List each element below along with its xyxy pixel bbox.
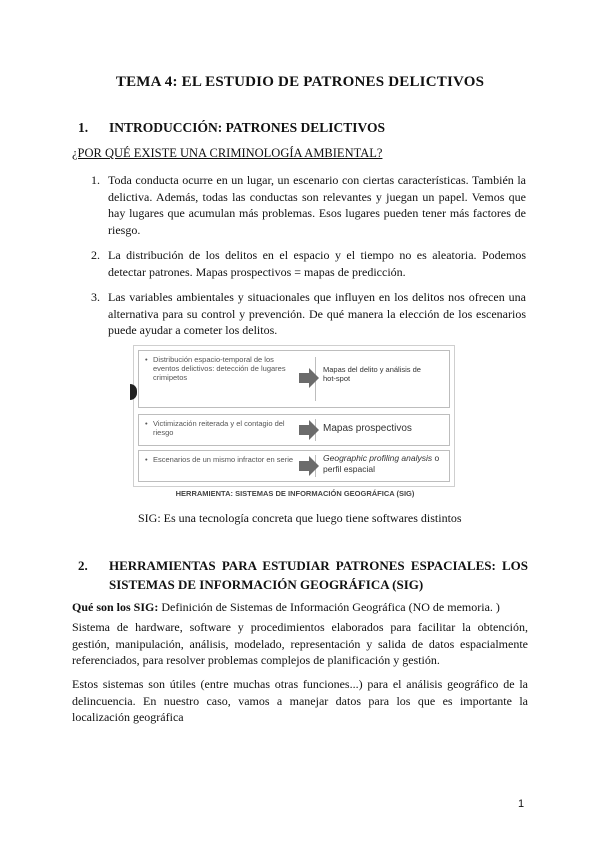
page-number: 1 — [518, 798, 525, 810]
bullet-icon: • — [145, 355, 148, 364]
definition-text: Definición de Sistemas de Información Geográfica (NO de memoria. ) — [158, 600, 500, 614]
definition-label: Qué son los SIG: — [72, 600, 159, 614]
paragraph-1: Sistema de hardware, software y procedimientos elaborados para facilitar la obtención, gestión, manipulación, análisis, modelado, representación y salida de datos espacialmente referenciados, para resolver problemas complejos de planificación y gestión. — [72, 620, 528, 667]
diagram-row-right-text: Geographic profiling analysis o perfil espacial — [323, 453, 440, 474]
sig-diagram — [133, 345, 455, 487]
list-item-2 — [91, 247, 526, 280]
diagram-row-right-text: Mapas del delito y análisis de hot-spot — [323, 365, 421, 383]
section-1-subheading: ¿POR QUÉ EXISTE UNA CRIMINOLOGÍA AMBIENTAL? — [72, 146, 383, 160]
page-title: TEMA 4: EL ESTUDIO DE PATRONES DELICTIVOS — [115, 74, 485, 90]
page-edge-mark — [130, 384, 137, 400]
right-arrow-icon — [299, 368, 319, 388]
diagram-row-left-text: • Escenarios de un mismo infractor en serie — [145, 455, 294, 464]
list-item-number: 3. — [91, 290, 100, 304]
section-2-title: HERRAMIENTAS PARA ESTUDIAR PATRONES ESPACIALES: LOS SISTEMAS DE INFORMACIÓN GEOGRÁFICA (SIG) — [109, 558, 528, 592]
sig-definition-line — [72, 599, 528, 616]
section-2-heading — [78, 556, 528, 594]
sig-note: SIG: Es una tecnología concreta que luego tiene softwares distintos — [138, 511, 462, 525]
list-item-text: La distribución de los delitos en el espacio y el tiempo no es aleatoria. Podemos detectar patrones. Mapas prospectivos = mapas de predicción. — [108, 248, 526, 279]
diagram-row-right-text: Mapas prospectivos — [323, 423, 412, 434]
list-item-number: 2. — [91, 248, 100, 262]
diagram-row-1 — [138, 350, 450, 408]
paragraph-2: Estos sistemas son útiles (entre muchas otras funciones...) para el análisis geográfico de la delincuencia. En nuestro caso, vamos a manejar datos para los que es importante la localización geográfica — [72, 677, 528, 724]
diagram-row-3 — [138, 450, 450, 482]
bullet-icon: • — [145, 455, 148, 464]
list-item-3 — [91, 289, 526, 339]
diagram-row-left-text: • Distribución espacio-temporal de los eventos delictivos: detección de lugares crimipetos — [145, 355, 286, 382]
figure-caption: HERRAMIENTA: SISTEMAS DE INFORMACIÓN GEOGRÁFICA (SIG) — [175, 489, 415, 498]
list-item-text: Las variables ambientales y situacionales que influyen en los delitos nos ofrecen una alternativa para su control y prevención. De qué manera la elección de los escenarios puede ayudar a cometer los delitos. — [108, 290, 526, 337]
right-arrow-icon — [299, 456, 319, 476]
diagram-row-left-text: • Victimización reiterada y el contagio del riesgo — [145, 419, 285, 437]
section-1-number: 1. — [78, 120, 89, 135]
list-item-number: 1. — [91, 173, 100, 187]
section-1-heading — [78, 120, 385, 136]
section-2-number: 2. — [78, 558, 88, 573]
section-1-title: INTRODUCCIÓN: PATRONES DELICTIVOS — [109, 120, 386, 135]
diagram-row-2 — [138, 414, 450, 446]
bullet-icon: • — [145, 419, 148, 428]
list-item-text: Toda conducta ocurre en un lugar, un escenario con ciertas características. También la delictiva. Además, todas las conductas son relevantes y juegan un papel. Vemos que hay lugares que acumulan más problemas. Esos lugares pueden tener más factores de riesgo. — [108, 173, 526, 237]
list-item-1 — [91, 172, 526, 238]
right-arrow-icon — [299, 420, 319, 440]
